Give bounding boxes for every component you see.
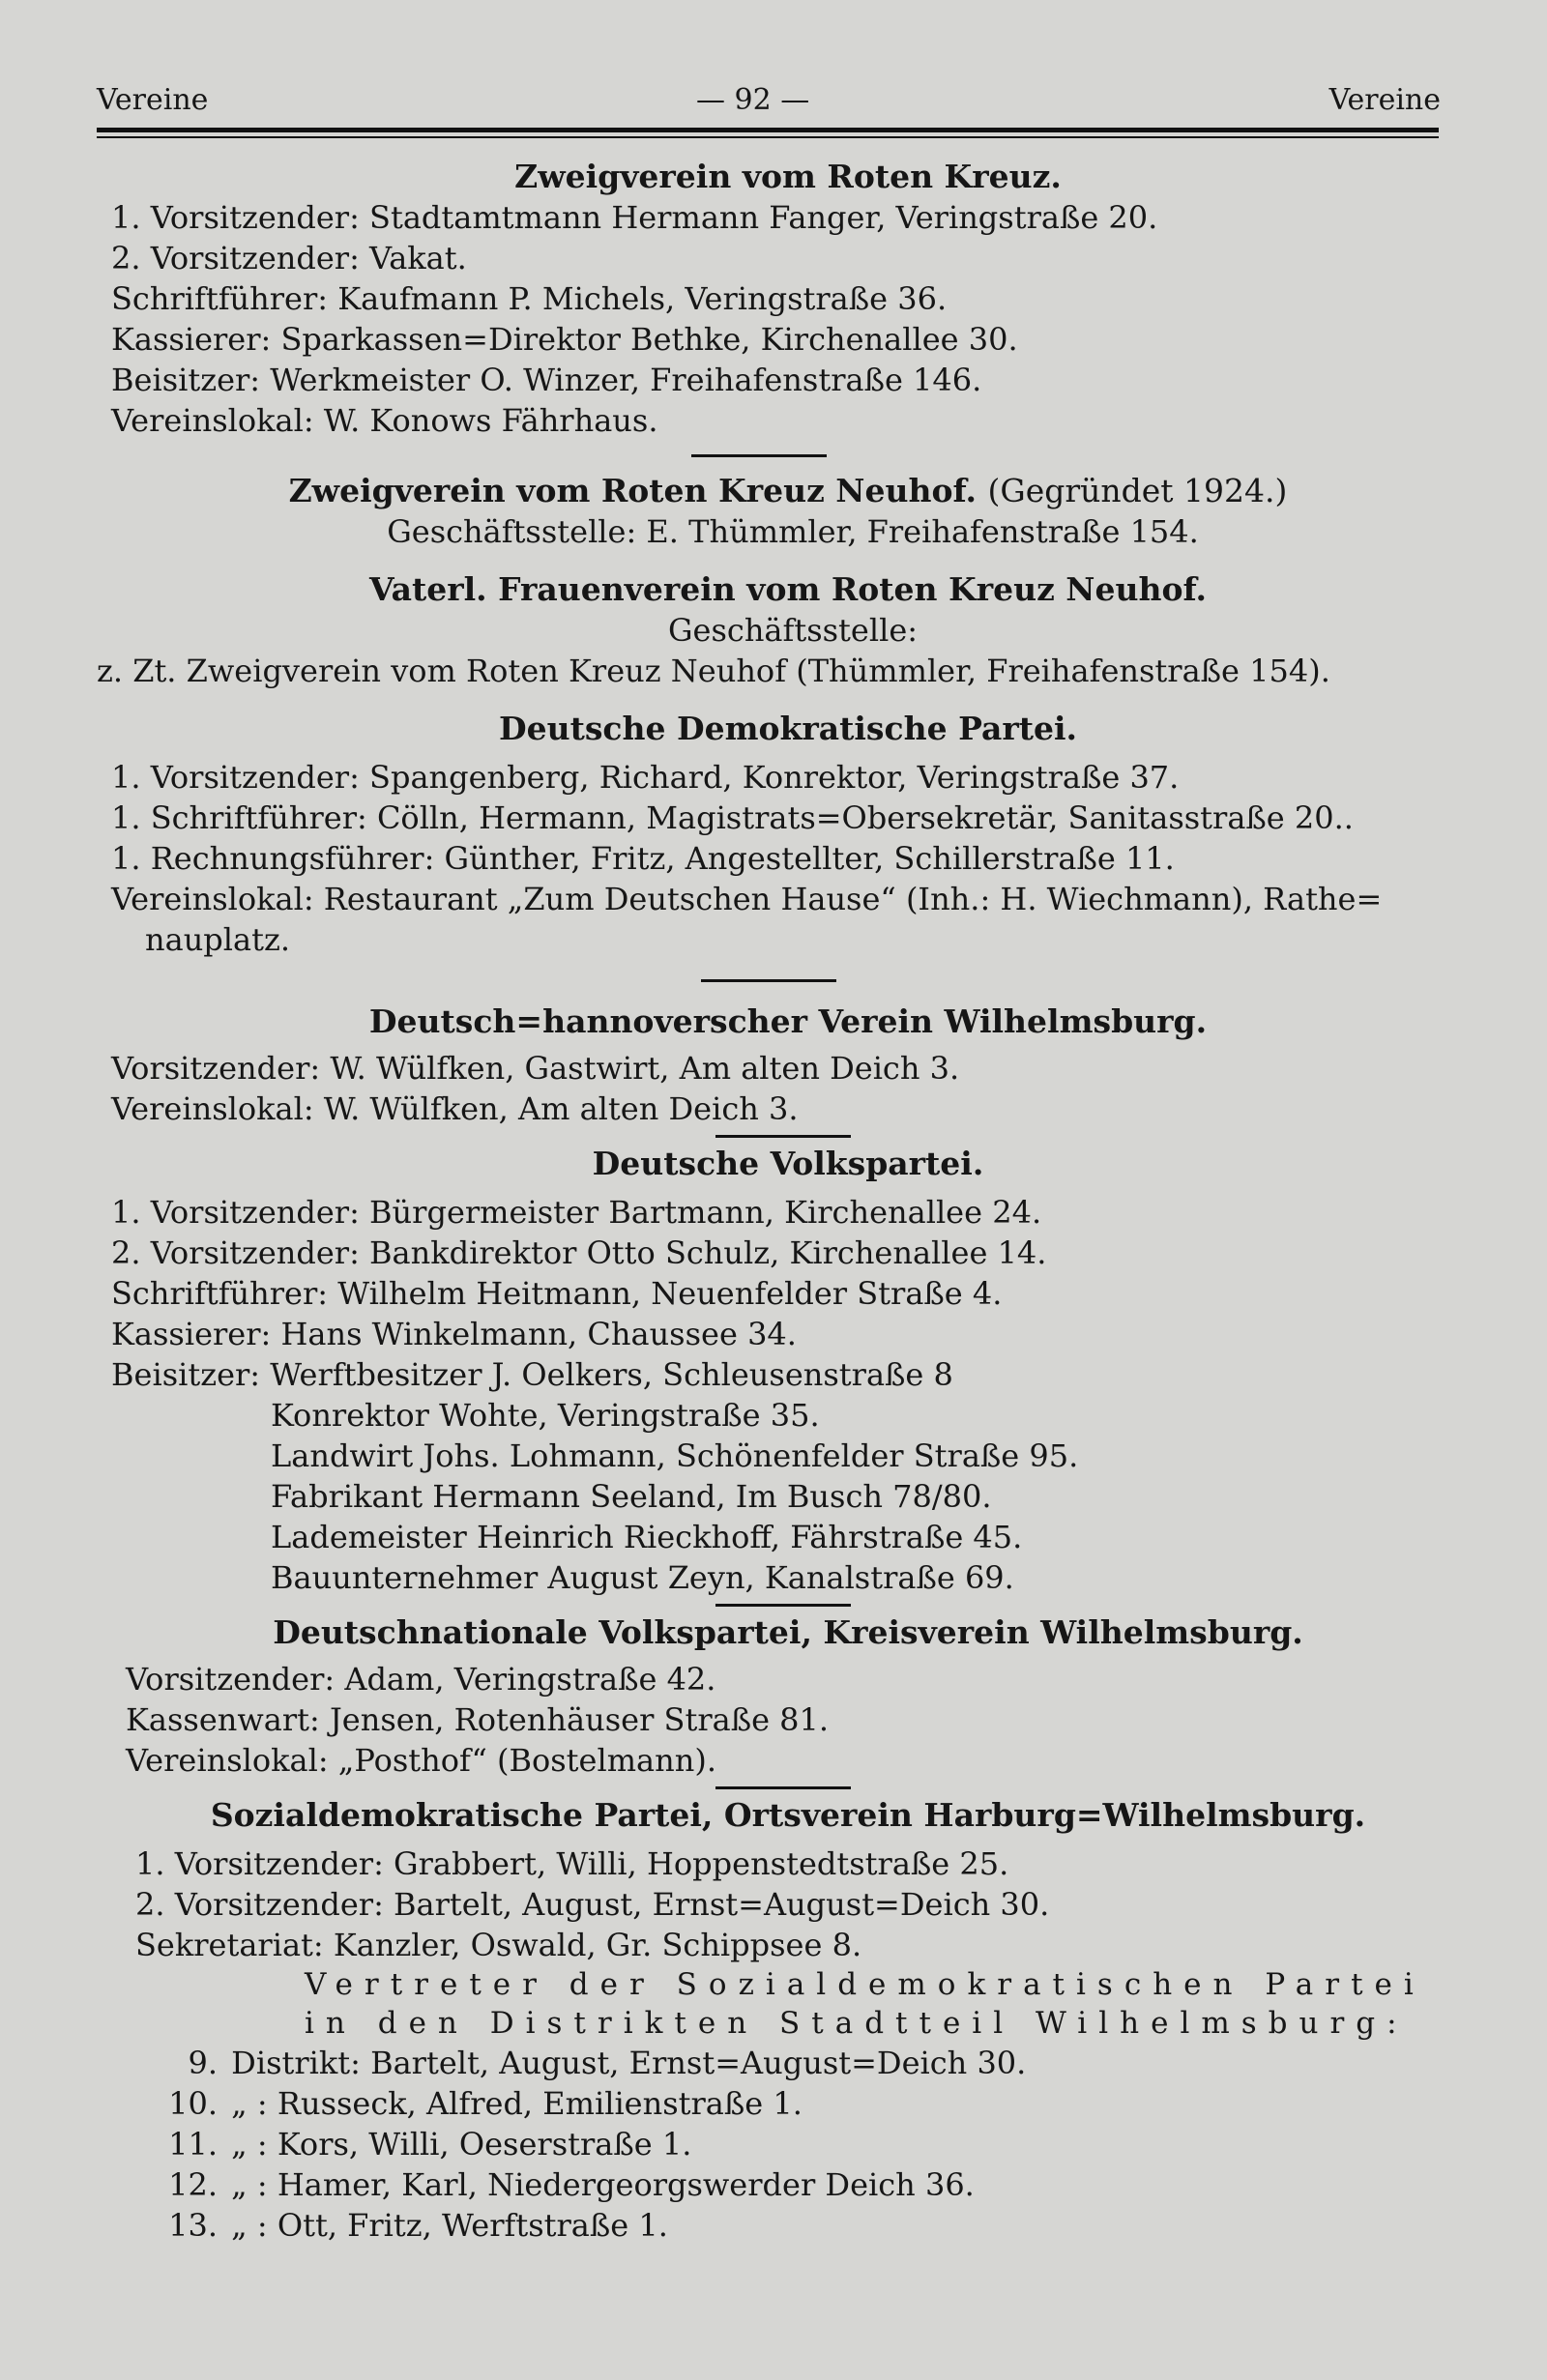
entry-line: 1. Rechnungsführer: Günther, Fritz, Angestellter, Schillerstraße 11. — [111, 840, 1175, 877]
entry-line: 2. Vorsitzender: Bartelt, August, Ernst=August=Deich 30. — [135, 1886, 1050, 1923]
distrikt-text: „ : Ott, Fritz, Werftstraße 1. — [231, 2207, 668, 2244]
entry-line: Lademeister Heinrich Rieckhoff, Fährstraße 45. — [271, 1519, 1023, 1555]
entry-line: 1. Vorsitzender: Bürgermeister Bartmann, Kirchenallee 24. — [111, 1194, 1042, 1231]
header-rule-thick — [97, 128, 1439, 132]
entry-line: 1. Vorsitzender: Stadtamtmann Hermann Fanger, Veringstraße 20. — [111, 199, 1158, 236]
entry-line: Vereinslokal: W. Konows Fährhaus. — [111, 402, 658, 439]
founded-note: (Gegründet 1924.) — [987, 472, 1288, 509]
section-title: Deutsche Demokratische Partei. — [498, 710, 1078, 747]
distrikt-row — [0, 2205, 1547, 2246]
entry-line: Kassierer: Hans Winkelmann, Chaussee 34. — [111, 1316, 797, 1352]
entry-line: Vereinslokal: W. Wülfken, Am alten Deich 3. — [111, 1090, 799, 1127]
distrikt-row — [0, 2083, 1547, 2124]
distrikt-number: 9. — [188, 2045, 218, 2081]
distrikt-number: 13. — [168, 2207, 218, 2244]
entry-line: Sekretariat: Kanzler, Oswald, Gr. Schippsee 8. — [135, 1927, 862, 1963]
section-title — [0, 471, 1547, 511]
section-rotes-kreuz-neuhof — [0, 471, 1547, 552]
section-rotes-kreuz — [0, 157, 1547, 441]
entry-line: Vorsitzender: W. Wülfken, Gastwirt, Am alten Deich 3. — [111, 1050, 960, 1087]
section-title: Sozialdemokratische Partei, Ortsverein Harburg=Wilhelmsburg. — [210, 1796, 1366, 1834]
entry-line: Fabrikant Hermann Seeland, Im Busch 78/80. — [271, 1478, 992, 1515]
section-title-text: Zweigverein vom Roten Kreuz Neuhof. — [288, 472, 977, 509]
section-divider — [715, 1135, 851, 1138]
distrikt-number: 11. — [168, 2126, 218, 2162]
entry-line: 2. Vorsitzender: Bankdirektor Otto Schulz, Kirchenallee 14. — [111, 1234, 1047, 1271]
section-divider — [691, 454, 827, 457]
entry-line: Vereinslokal: „Posthof“ (Bostelmann). — [126, 1742, 716, 1779]
distrikt-row — [0, 2124, 1547, 2164]
section-title: Vaterl. Frauenverein vom Roten Kreuz Neuhof. — [369, 570, 1207, 608]
header-rule-thin — [97, 136, 1439, 138]
section-dnvp — [0, 1612, 1547, 1781]
vertreter-heading: Vertreter der Sozialdemokratischen Partei — [305, 1967, 1425, 2002]
page-number: — 92 — — [696, 83, 810, 117]
distrikt-row — [0, 2164, 1547, 2205]
entry-line: nauplatz. — [145, 921, 290, 958]
entry-line: Schriftführer: Kaufmann P. Michels, Veringstraße 36. — [111, 280, 948, 317]
section-title: Deutschnationale Volkspartei, Kreisverein Wilhelmsburg. — [273, 1613, 1303, 1651]
section-ddp — [0, 709, 1547, 960]
entry-line: Konrektor Wohte, Veringstraße 35. — [271, 1397, 820, 1434]
running-header-left: Vereine — [97, 83, 209, 117]
section-title: Deutsche Volkspartei. — [592, 1145, 984, 1182]
distrikt-number: 10. — [168, 2085, 218, 2122]
entry-line: 1. Vorsitzender: Spangenberg, Richard, Konrektor, Veringstraße 37. — [111, 759, 1180, 796]
section-spd — [0, 1795, 1547, 2246]
distrikt-text: „ : Hamer, Karl, Niedergeorgswerder Deich 36. — [231, 2166, 975, 2203]
entry-line: Schriftführer: Wilhelm Heitmann, Neuenfelder Straße 4. — [111, 1275, 1003, 1312]
distrikt-row — [0, 2043, 1547, 2083]
section-frauenverein — [0, 569, 1547, 691]
distrikt-number: 12. — [168, 2166, 218, 2203]
entry-line: Vereinslokal: Restaurant „Zum Deutschen Hause“ (Inh.: H. Wiechmann), Rathe= — [111, 881, 1383, 917]
section-dvp — [0, 1144, 1547, 1598]
section-divider — [701, 979, 836, 982]
entry-line: Beisitzer: Werkmeister O. Winzer, Freihafenstraße 146. — [111, 362, 982, 398]
entry-line: 1. Vorsitzender: Grabbert, Willi, Hoppenstedtstraße 25. — [135, 1845, 1009, 1882]
vertreter-heading: in den Distrikten Stadtteil Wilhelmsburg: — [305, 2006, 1409, 2041]
entry-line: z. Zt. Zweigverein vom Roten Kreuz Neuhof (Thümmler, Freihafenstraße 154). — [97, 653, 1330, 689]
entry-line: Landwirt Johs. Lohmann, Schönenfelder Straße 95. — [271, 1437, 1079, 1474]
section-divider — [715, 1786, 851, 1789]
entry-line: Vorsitzender: Adam, Veringstraße 42. — [126, 1661, 716, 1698]
entry-line: Kassenwart: Jensen, Rotenhäuser Straße 81. — [126, 1701, 830, 1738]
entry-line: Beisitzer: Werftbesitzer J. Oelkers, Schleusenstraße 8 — [111, 1356, 953, 1393]
section-hannoverscher-verein — [0, 1001, 1547, 1129]
entry-line: Kassierer: Sparkassen=Direktor Bethke, Kirchenallee 30. — [111, 321, 1018, 358]
distrikt-text: „ : Kors, Willi, Oeserstraße 1. — [231, 2126, 692, 2162]
office-line: Geschäftsstelle: E. Thümmler, Freihafenstraße 154. — [387, 513, 1199, 550]
distrikt-text: Distrikt: Bartelt, August, Ernst=August=Deich 30. — [231, 2045, 1027, 2081]
distrikt-text: „ : Russeck, Alfred, Emilienstraße 1. — [231, 2085, 803, 2122]
running-header-right: Vereine — [1328, 83, 1441, 117]
entry-line: 1. Schriftführer: Cölln, Hermann, Magistrats=Obersekretär, Sanitasstraße 20.. — [111, 799, 1354, 836]
page-content — [0, 157, 1547, 2246]
section-divider — [715, 1604, 851, 1607]
section-title: Deutsch=hannoverscher Verein Wilhelmsburg. — [368, 1002, 1208, 1040]
office-line: Geschäftsstelle: — [667, 612, 919, 649]
section-title: Zweigverein vom Roten Kreuz. — [514, 158, 1062, 195]
entry-line: 2. Vorsitzender: Vakat. — [111, 240, 467, 276]
entry-line: Bauunternehmer August Zeyn, Kanalstraße 69. — [271, 1559, 1014, 1596]
